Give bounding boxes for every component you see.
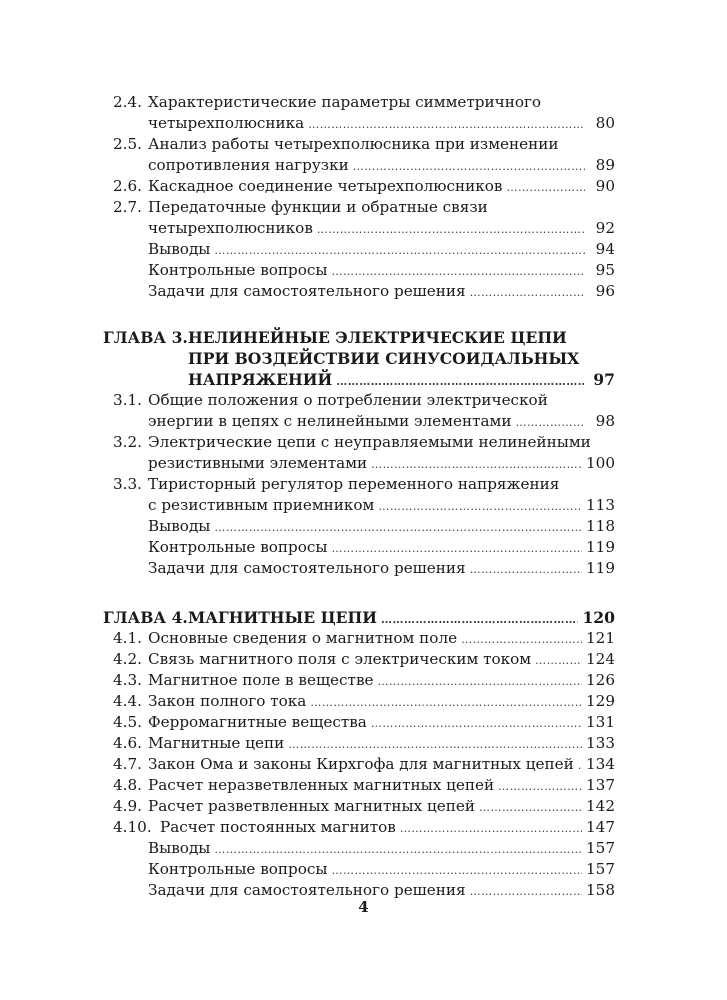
section-title: Связь магнитного поля с электрическим током (148, 650, 532, 668)
page-number: 137 (586, 776, 615, 794)
dot-leader (308, 114, 585, 135)
dot-leader (461, 629, 582, 650)
chapter-title: МАГНИТНЫЕ ЦЕПИ (188, 608, 377, 627)
page-number: 94 (595, 240, 615, 258)
dot-leader (317, 219, 585, 240)
section-title: Магнитные цепи (148, 734, 285, 752)
entry-label: Выводы (148, 839, 211, 857)
page-number: 126 (586, 671, 615, 689)
toc-entry-3-2[interactable] (103, 432, 615, 453)
entry-label: Контрольные вопросы (148, 860, 328, 878)
toc-entry-review-questions[interactable] (103, 260, 615, 281)
section-title-line: Анализ работы четырехполюсника при изменении (148, 135, 559, 153)
toc-entry-4-9[interactable] (103, 796, 615, 817)
toc-entry-review-questions[interactable] (103, 537, 615, 558)
toc-entry-2-7-cont[interactable] (103, 218, 615, 239)
dot-leader (470, 282, 585, 303)
section-title: Расчет постоянных магнитов (160, 818, 396, 836)
toc-entry-3-1[interactable] (103, 390, 615, 411)
section-number: 3.2. (113, 433, 142, 451)
page-number: 100 (586, 454, 615, 472)
dot-leader (470, 559, 582, 580)
toc-entry-exercises[interactable] (103, 558, 615, 579)
page-number: 113 (586, 496, 615, 514)
dot-leader (506, 177, 585, 198)
chapter-3-heading-cont (103, 348, 615, 369)
dot-leader (371, 713, 582, 734)
toc-entry-4-3[interactable] (103, 670, 615, 691)
dot-leader (214, 839, 582, 860)
chapter-title-line: НАПРЯЖЕНИЙ (188, 370, 333, 389)
toc-entry-4-1[interactable] (103, 628, 615, 649)
section-title-line: сопротивления нагрузки (148, 156, 349, 174)
chapter-3-heading[interactable] (103, 327, 615, 348)
section-title-line: Общие положения о потреблении электрической (148, 391, 548, 409)
section-number: 4.1. (113, 629, 142, 647)
page-number: 119 (586, 559, 615, 577)
dot-leader (371, 454, 582, 475)
page-number: 142 (586, 797, 615, 815)
section-title: Основные сведения о магнитном поле (148, 629, 458, 647)
page-number: 89 (595, 156, 615, 174)
page-number: 96 (595, 282, 615, 300)
page-number: 97 (593, 370, 615, 389)
entry-label: Выводы (148, 517, 211, 535)
page-number: 134 (586, 755, 615, 773)
page-number: 147 (586, 818, 615, 836)
entry-label: Контрольные вопросы (148, 538, 328, 556)
section-title-line: четырехполюсника (148, 114, 305, 132)
toc-entry-4-2[interactable] (103, 649, 615, 670)
chapter-label: ГЛАВА 4. (103, 608, 188, 627)
dot-leader (479, 797, 582, 818)
section-title: Расчет неразветвленных магнитных цепей (148, 776, 495, 794)
dot-leader (535, 650, 582, 671)
section-title: Расчет разветвленных магнитных цепей (148, 797, 476, 815)
toc-entry-4-7[interactable] (103, 754, 615, 775)
chapter-3-heading-cont[interactable] (103, 369, 615, 390)
dot-leader (336, 371, 585, 392)
toc-entry-4-8[interactable] (103, 775, 615, 796)
section-title-line: Передаточные функции и обратные связи (148, 198, 488, 216)
page-number: 124 (586, 650, 615, 668)
page-number: 133 (586, 734, 615, 752)
page-number: 95 (595, 261, 615, 279)
page-number: 157 (586, 839, 615, 857)
section-title: Закон Ома и законы Кирхгофа для магнитных цепей (148, 755, 574, 773)
section-number: 4.8. (113, 776, 142, 794)
toc-entry-3-3-cont[interactable] (103, 495, 615, 516)
dot-leader (288, 734, 582, 755)
section-title-line: четырехполюсников (148, 219, 313, 237)
chapter-label: ГЛАВА 3. (103, 328, 188, 347)
section-title-line: с резистивным приемником (148, 496, 375, 514)
page-number: 98 (595, 412, 615, 430)
dot-leader (378, 671, 583, 692)
section-number: 4.3. (113, 671, 142, 689)
section-title-line: Каскадное соединение четырехполюсников (148, 177, 503, 195)
dot-leader (515, 412, 585, 433)
toc-entry-exercises[interactable] (103, 281, 615, 302)
section-number: 4.7. (113, 755, 142, 773)
page-number: 92 (595, 219, 615, 237)
page-number: 119 (586, 538, 615, 556)
page-number-footer: 4 (358, 898, 369, 916)
dot-leader (310, 692, 582, 713)
page-number: 129 (586, 692, 615, 710)
dot-leader (578, 755, 582, 776)
toc-entry-4-6[interactable] (103, 733, 615, 754)
page-number: 158 (586, 881, 615, 899)
toc-entry-review-questions[interactable] (103, 859, 615, 880)
dot-leader (214, 517, 582, 538)
section-title-line: Тиристорный регулятор переменного напряжения (148, 475, 560, 493)
section-number: 4.4. (113, 692, 142, 710)
section-title: Магнитное поле в веществе (148, 671, 374, 689)
dot-leader (378, 496, 582, 517)
toc-entry-4-4[interactable] (103, 691, 615, 712)
section-title-line: Характеристические параметры симметричного (148, 93, 542, 111)
section-number: 4.2. (113, 650, 142, 668)
table-of-contents (103, 92, 615, 901)
page-number: 118 (586, 517, 615, 535)
section-title: Закон полного тока (148, 692, 307, 710)
section-number: 2.4. (113, 93, 142, 111)
section-number: 4.6. (113, 734, 142, 752)
dot-leader (381, 609, 578, 630)
toc-entry-conclusions[interactable] (103, 838, 615, 859)
section-title: Ферромагнитные вещества (148, 713, 367, 731)
toc-entry-2-4-cont[interactable] (103, 113, 615, 134)
section-number: 3.1. (113, 391, 142, 409)
section-number: 2.7. (113, 198, 142, 216)
toc-entry-2-6[interactable] (103, 176, 615, 197)
dot-leader (400, 818, 582, 839)
toc-entry-3-3[interactable] (103, 474, 615, 495)
section-number: 4.10. (113, 818, 152, 836)
toc-entry-conclusions[interactable] (103, 239, 615, 260)
entry-label: Выводы (148, 240, 211, 258)
section-title-line: резистивными элементами (148, 454, 368, 472)
section-number: 4.5. (113, 713, 142, 731)
chapter-title-line: НЕЛИНЕЙНЫЕ ЭЛЕКТРИЧЕСКИЕ ЦЕПИ (188, 328, 567, 347)
chapter-4-heading[interactable] (103, 607, 615, 628)
page-number: 80 (595, 114, 615, 132)
toc-entry-3-2-cont[interactable] (103, 453, 615, 474)
toc-entry-4-10[interactable] (103, 817, 615, 838)
section-number: 2.6. (113, 177, 142, 195)
section-number: 3.3. (113, 475, 142, 493)
toc-entry-2-7[interactable] (103, 197, 615, 218)
section-number: 2.5. (113, 135, 142, 153)
entry-label: Контрольные вопросы (148, 261, 328, 279)
page-number: 157 (586, 860, 615, 878)
page-number: 121 (586, 629, 615, 647)
entry-label: Задачи для самостоятельного решения (148, 881, 466, 899)
entry-label: Задачи для самостоятельного решения (148, 282, 466, 300)
dot-leader (332, 261, 585, 282)
toc-entry-3-1-cont[interactable] (103, 411, 615, 432)
chapter-title-line: ПРИ ВОЗДЕЙСТВИИ СИНУСОИДАЛЬНЫХ (188, 349, 580, 368)
page-number: 131 (586, 713, 615, 731)
section-title-line: Электрические цепи с неуправляемыми нелинейными (148, 433, 591, 451)
dot-leader (498, 776, 582, 797)
page-number: 90 (595, 177, 615, 195)
dot-leader (353, 156, 585, 177)
toc-entry-2-4[interactable] (103, 92, 615, 113)
page-number: 120 (582, 608, 615, 627)
toc-entry-2-5[interactable] (103, 134, 615, 155)
entry-label: Задачи для самостоятельного решения (148, 559, 466, 577)
dot-leader (214, 240, 585, 261)
toc-entry-conclusions[interactable] (103, 516, 615, 537)
toc-entry-2-5-cont[interactable] (103, 155, 615, 176)
dot-leader (332, 860, 582, 881)
dot-leader (332, 538, 582, 559)
section-title-line: энергии в цепях с нелинейными элементами (148, 412, 512, 430)
toc-entry-4-5[interactable] (103, 712, 615, 733)
section-number: 4.9. (113, 797, 142, 815)
